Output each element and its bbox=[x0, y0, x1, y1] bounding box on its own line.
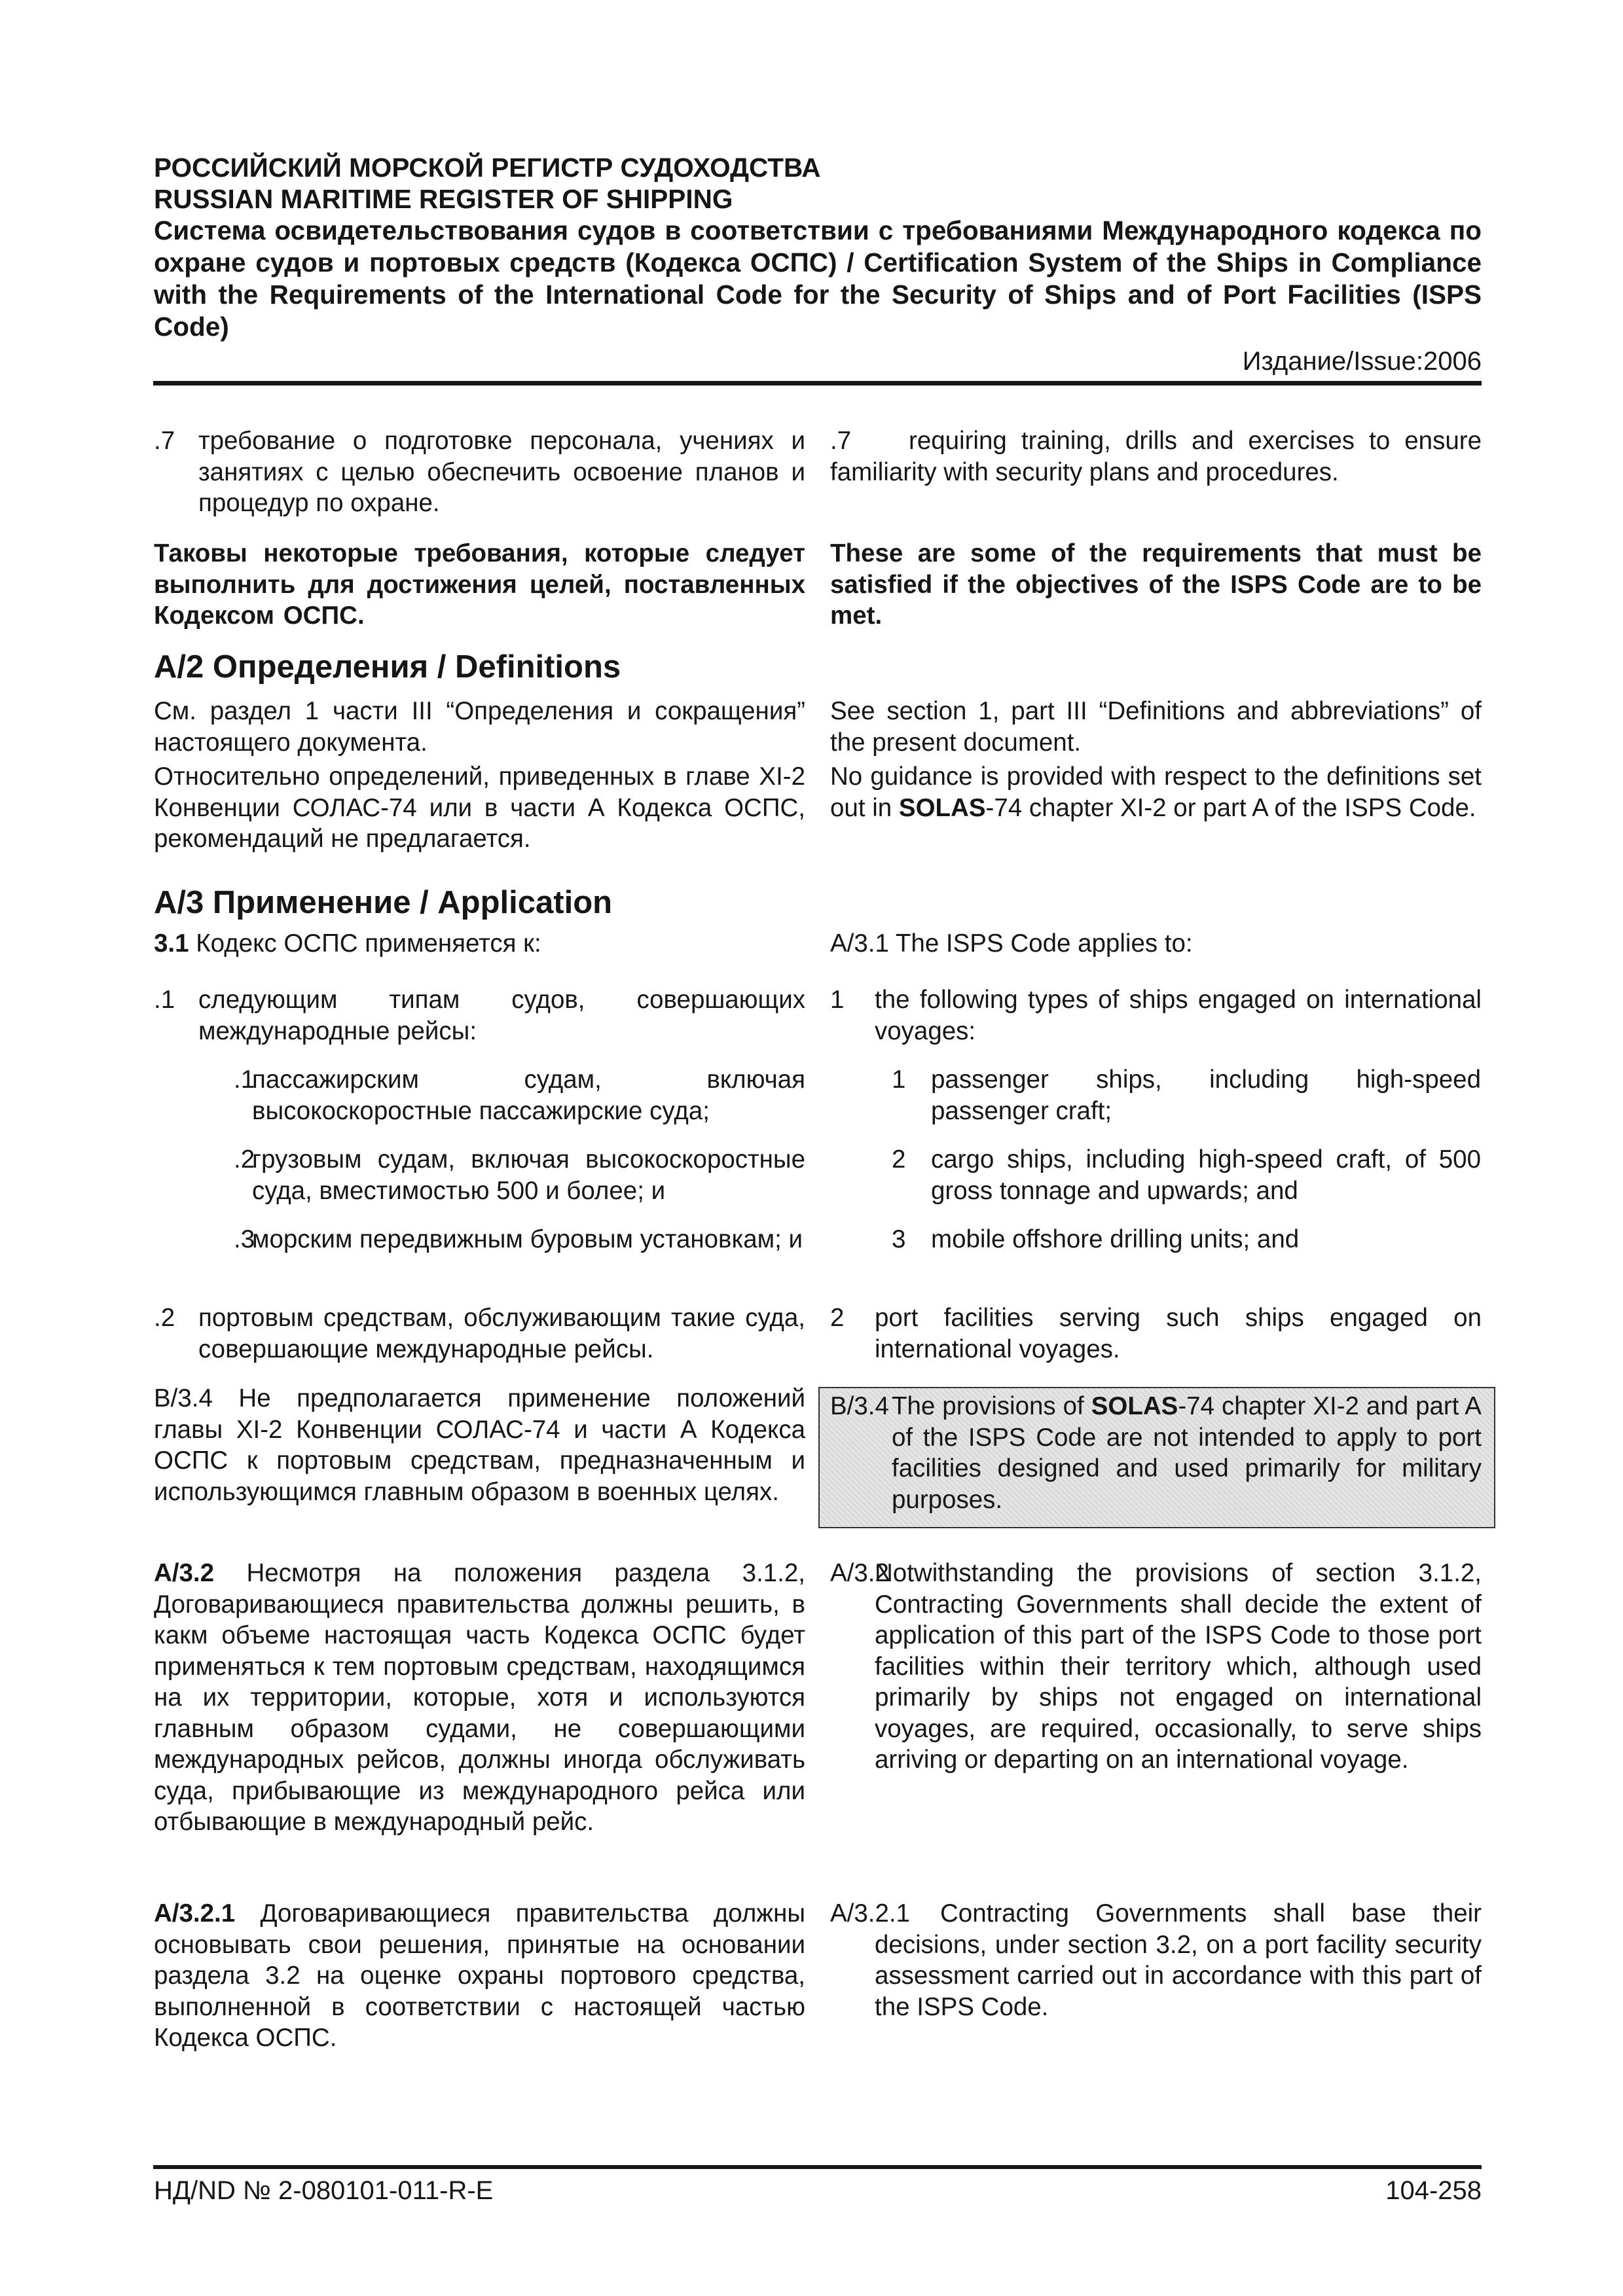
solas-bold: SOLAS bbox=[898, 793, 986, 822]
text-run: The provisions of bbox=[892, 1392, 1091, 1420]
document-number: НД/ND № 2-080101-011-R-E bbox=[154, 2176, 494, 2205]
en-a2-paragraph-2 bbox=[830, 761, 1482, 823]
ru-requirements-note: Таковы некоторые требования, которые следует выполнить для достижения целей, поставленных Кодексом ОСПС. bbox=[154, 539, 805, 630]
en-a32 bbox=[830, 1558, 1482, 1776]
ru-a31 bbox=[154, 928, 805, 960]
ru-a2-paragraph-2: Относительно определений, приведенных в главе XI-2 Конвенции СОЛАС-74 или в части А Кодекса ОСПС, рекомендаций не предлагается. bbox=[154, 762, 805, 853]
text-run: Notwithstanding the provisions of section 3.1.2, Contracting Governments shall decide the extent of application of this part of the ISPS Code to those port facilities within their territory which, although used primarily by ships not engaged on international voyages, are required, occasionally, to serve ships arriving or departing on an international voyage. bbox=[875, 1559, 1482, 1774]
item-text: the following types of ships engaged on international voyages: bbox=[875, 986, 1482, 1045]
item-number: 3 bbox=[892, 1225, 906, 1253]
en-requirements-note: These are some of the requirements that must be satisfied if the objectives of the ISPS Code are to be met. bbox=[830, 539, 1482, 630]
item-number: .3 bbox=[234, 1225, 255, 1253]
clause-text bbox=[875, 1898, 1482, 2022]
item-number: .2 bbox=[154, 1304, 175, 1332]
en-a31: A/3.1 The ISPS Code applies to: bbox=[830, 929, 1193, 958]
en-subitem-2 bbox=[892, 1144, 1481, 1206]
en-a321 bbox=[830, 1898, 1482, 2022]
ru-b34: B/3.4 Не предполагается применение положений главы XI-2 Конвенции СОЛАС-74 и части А Кодекса ОСПС к портовым средствам, предназначенным и использующимся главным образом в военных целях. bbox=[154, 1384, 805, 1506]
text-run: -74 chapter XI-2 and part A of the ISPS Code are not intended to apply to port facilities designed and used primarily for military purposes. bbox=[892, 1392, 1482, 1514]
clause-text bbox=[875, 1558, 1482, 1776]
text-run: No guidance is provided with respect to the definitions set out in bbox=[830, 762, 1482, 822]
clause-number: 3.1 bbox=[154, 929, 189, 958]
item-number: .7 bbox=[830, 427, 852, 455]
clause-number: A/3.2 bbox=[154, 1559, 215, 1587]
item-text: пассажирским судам, включая высокоскоростные пассажирские суда; bbox=[252, 1066, 805, 1125]
item-number: .1 bbox=[154, 986, 175, 1014]
item-text: портовым средствам, обслуживающим такие суда, совершающие международные рейсы. bbox=[198, 1304, 805, 1363]
footer-rule bbox=[153, 2165, 1482, 2169]
document-header bbox=[154, 152, 1482, 343]
item-number: 2 bbox=[892, 1145, 906, 1174]
item-text: требование о подготовке персонала, учениях и занятиях с целью обеспечить освоение планов и процедур по охране. bbox=[198, 427, 805, 517]
item-number: .7 bbox=[154, 427, 175, 455]
item-text: следующим типам судов, совершающих международные рейсы: bbox=[198, 986, 805, 1045]
clause-text: Договаривающиеся правительства должны основывать свои решения, принятые на основании раздела 3.2 на оценке охраны портового средства, выполненной в соответствии с настоящей частью Кодекса ОСПС. bbox=[154, 1899, 805, 2052]
ru-item-2 bbox=[154, 1302, 805, 1365]
item-number: 1 bbox=[830, 986, 845, 1014]
section-heading-a3: A/3 Применение / Application bbox=[154, 885, 613, 920]
item-number: 1 bbox=[892, 1066, 906, 1094]
page-number: 104-258 bbox=[1385, 2176, 1482, 2205]
clause-number: A/3.2 bbox=[830, 1559, 889, 1587]
en-b34 bbox=[830, 1391, 1482, 1515]
ru-a32 bbox=[154, 1558, 805, 1838]
en-item-7 bbox=[830, 425, 1482, 488]
en-item-1 bbox=[830, 984, 1482, 1047]
en-item-2 bbox=[830, 1302, 1482, 1365]
item-text: requiring training, drills and exercises to ensure familiarity with security plans and procedures. bbox=[830, 427, 1482, 486]
clause-number: A/3.2.1 bbox=[830, 1899, 911, 1928]
clause-text bbox=[892, 1391, 1482, 1515]
item-text: mobile offshore drilling units; and bbox=[931, 1225, 1300, 1253]
ru-subitem-2 bbox=[193, 1144, 805, 1206]
solas-bold: SOLAS bbox=[1091, 1392, 1178, 1420]
clause-text: Кодекс ОСПС применяется к: bbox=[189, 929, 541, 958]
text-run: -74 chapter XI-2 or part A of the ISPS Code. bbox=[985, 793, 1476, 822]
issue-label: Издание/Issue:2006 bbox=[1242, 347, 1482, 376]
item-number: .2 bbox=[234, 1145, 255, 1174]
register-name-ru: РОССИЙСКИЙ МОРСКОЙ РЕГИСТР СУДОХОДСТВА bbox=[154, 152, 821, 183]
ru-a321 bbox=[154, 1898, 805, 2054]
system-title: Система освидетельствования судов в соответствии с требованиями Международного кодекса по охране судов и портовых средств (Кодекса ОСПС) / Certification System of the Ships in Compliance with the Requirements of the International Code for the Security of Ships and of Port Facilities (ISPS Code) bbox=[154, 215, 1482, 342]
item-text: морским передвижным буровым установкам; и bbox=[252, 1225, 803, 1253]
ru-subitem-3 bbox=[193, 1224, 805, 1255]
item-number: 2 bbox=[830, 1304, 845, 1332]
item-text: passenger ships, including high-speed passenger craft; bbox=[931, 1066, 1481, 1125]
ru-subitem-1 bbox=[193, 1064, 805, 1126]
en-subitem-3 bbox=[892, 1224, 1481, 1255]
clause-number: A/3.2.1 bbox=[154, 1899, 236, 1928]
item-number: .1 bbox=[234, 1066, 255, 1094]
item-text: грузовым судам, включая высокоскоростные суда, вместимостью 500 и более; и bbox=[252, 1145, 805, 1205]
ru-a2-paragraph-1: См. раздел 1 части III “Определения и сокращения” настоящего документа. bbox=[154, 697, 805, 757]
register-name-en: RUSSIAN MARITIME REGISTER OF SHIPPING bbox=[154, 184, 733, 214]
item-text: cargo ships, including high-speed craft, of 500 gross tonnage and upwards; and bbox=[931, 1145, 1481, 1205]
en-a2-paragraph-1: See section 1, part III “Definitions and abbreviations” of the present document. bbox=[830, 697, 1482, 757]
clause-number: B/3.4 bbox=[830, 1392, 889, 1420]
text-run: Contracting Governments shall base their decisions, under section 3.2, on a port facility security assessment carried out in accordance with this part of the ISPS Code. bbox=[875, 1899, 1482, 2021]
item-text: port facilities serving such ships engaged on international voyages. bbox=[875, 1304, 1482, 1363]
section-heading-a2: A/2 Определения / Definitions bbox=[154, 649, 621, 685]
ru-item-7 bbox=[154, 425, 805, 519]
ru-item-1 bbox=[154, 984, 805, 1047]
en-subitem-1 bbox=[892, 1064, 1481, 1126]
clause-text: Несмотря на положения раздела 3.1.2, Договаривающиеся правительства должны решить, в какм объеме настоящая часть Кодекса ОСПС будет применяться к тем портовым средствам, находящимся на их территории, которые, хотя и используются главным образом судами, не совершающими международных рейсов, должны иногда обслуживать суда, прибывающие из международного рейса или отбывающие в международный рейс. bbox=[154, 1559, 805, 1836]
header-rule bbox=[153, 381, 1482, 386]
